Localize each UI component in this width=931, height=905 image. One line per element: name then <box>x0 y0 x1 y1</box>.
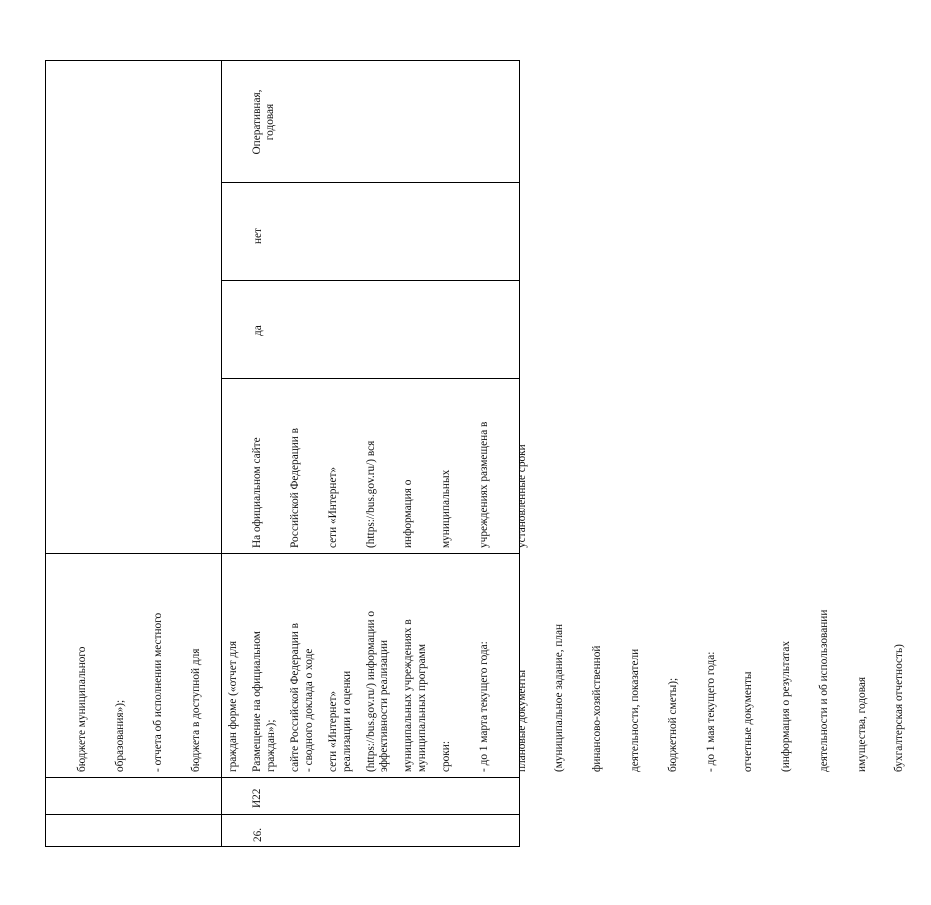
text-line: бухгалтерская отчетность) <box>893 644 906 772</box>
text-line: граждан форме («отчет для <box>227 640 240 772</box>
yes-value: да <box>252 325 265 336</box>
frequency-cell <box>226 66 302 178</box>
text-line: бюджете муниципального <box>76 646 89 772</box>
text-line: эффективности реализации <box>378 639 391 772</box>
text-line: муниципальных учреждениях в <box>402 619 415 772</box>
table-border-top <box>45 60 520 61</box>
text-line: - до 1 марта текущего года: <box>477 641 490 772</box>
text-line: отчетные документы <box>742 671 755 772</box>
result-text <box>226 422 553 548</box>
text-line: (информация о результатах <box>780 640 793 772</box>
col-divider-frequency <box>221 182 520 183</box>
text-line: деятельности и об использовании <box>817 609 830 772</box>
col-divider-code <box>45 777 520 778</box>
text-line: информация о <box>402 479 415 548</box>
text-line: имущества, годовая <box>855 676 868 772</box>
text-line: бюджетной сметы); <box>666 677 679 772</box>
text-line: финансово-хозяйственной <box>591 645 604 772</box>
col-divider-result <box>45 553 520 554</box>
text-line: реализации и оценки <box>340 670 353 772</box>
text-line: (https://bus.gov.ru/) информации о <box>364 610 377 772</box>
text-line: сети «Интернет» <box>326 690 339 772</box>
text-line: сроки: <box>440 741 453 772</box>
text-line: учреждениях размещена в <box>477 421 490 548</box>
requirement-text <box>226 610 931 772</box>
text-line: сети «Интернет» <box>326 466 339 548</box>
text-line: плановые документы <box>515 669 528 772</box>
text-line: сайте Российской Федерации в <box>288 623 301 772</box>
frequency-text: Оперативная, годовая <box>251 89 276 155</box>
text-line: муниципальных <box>440 469 453 548</box>
table-border-bottom <box>45 846 520 847</box>
text-line: образования»); <box>113 699 126 772</box>
text-line: (https://bus.gov.ru/) вся <box>364 440 377 548</box>
col-divider-no <box>221 280 520 281</box>
text-line: муниципальных программ <box>416 644 429 772</box>
table-border-left <box>45 60 46 847</box>
text-line: установленные сроки <box>515 444 528 548</box>
col-divider-yes <box>221 378 520 379</box>
row-number: 26. <box>252 827 265 842</box>
text-line: На официальном сайте <box>251 437 264 548</box>
text-line: Российской Федерации в <box>288 427 301 548</box>
no-value: нет <box>252 228 265 244</box>
text-line: (муниципальное задание, план <box>553 623 566 772</box>
text-line: граждан»); <box>265 719 278 772</box>
text-line: Размещение на официальном <box>251 631 264 772</box>
text-line: деятельности, показатели <box>629 648 641 772</box>
text-line: бюджета в доступной для <box>189 648 202 772</box>
text-line: - сводного доклада о ходе <box>302 648 315 772</box>
col-divider-number <box>45 814 520 815</box>
text-line: - до 1 мая текущего года: <box>704 651 717 772</box>
text-line: - отчета об исполнении местного <box>151 612 164 772</box>
row-code: И22 <box>251 788 264 808</box>
